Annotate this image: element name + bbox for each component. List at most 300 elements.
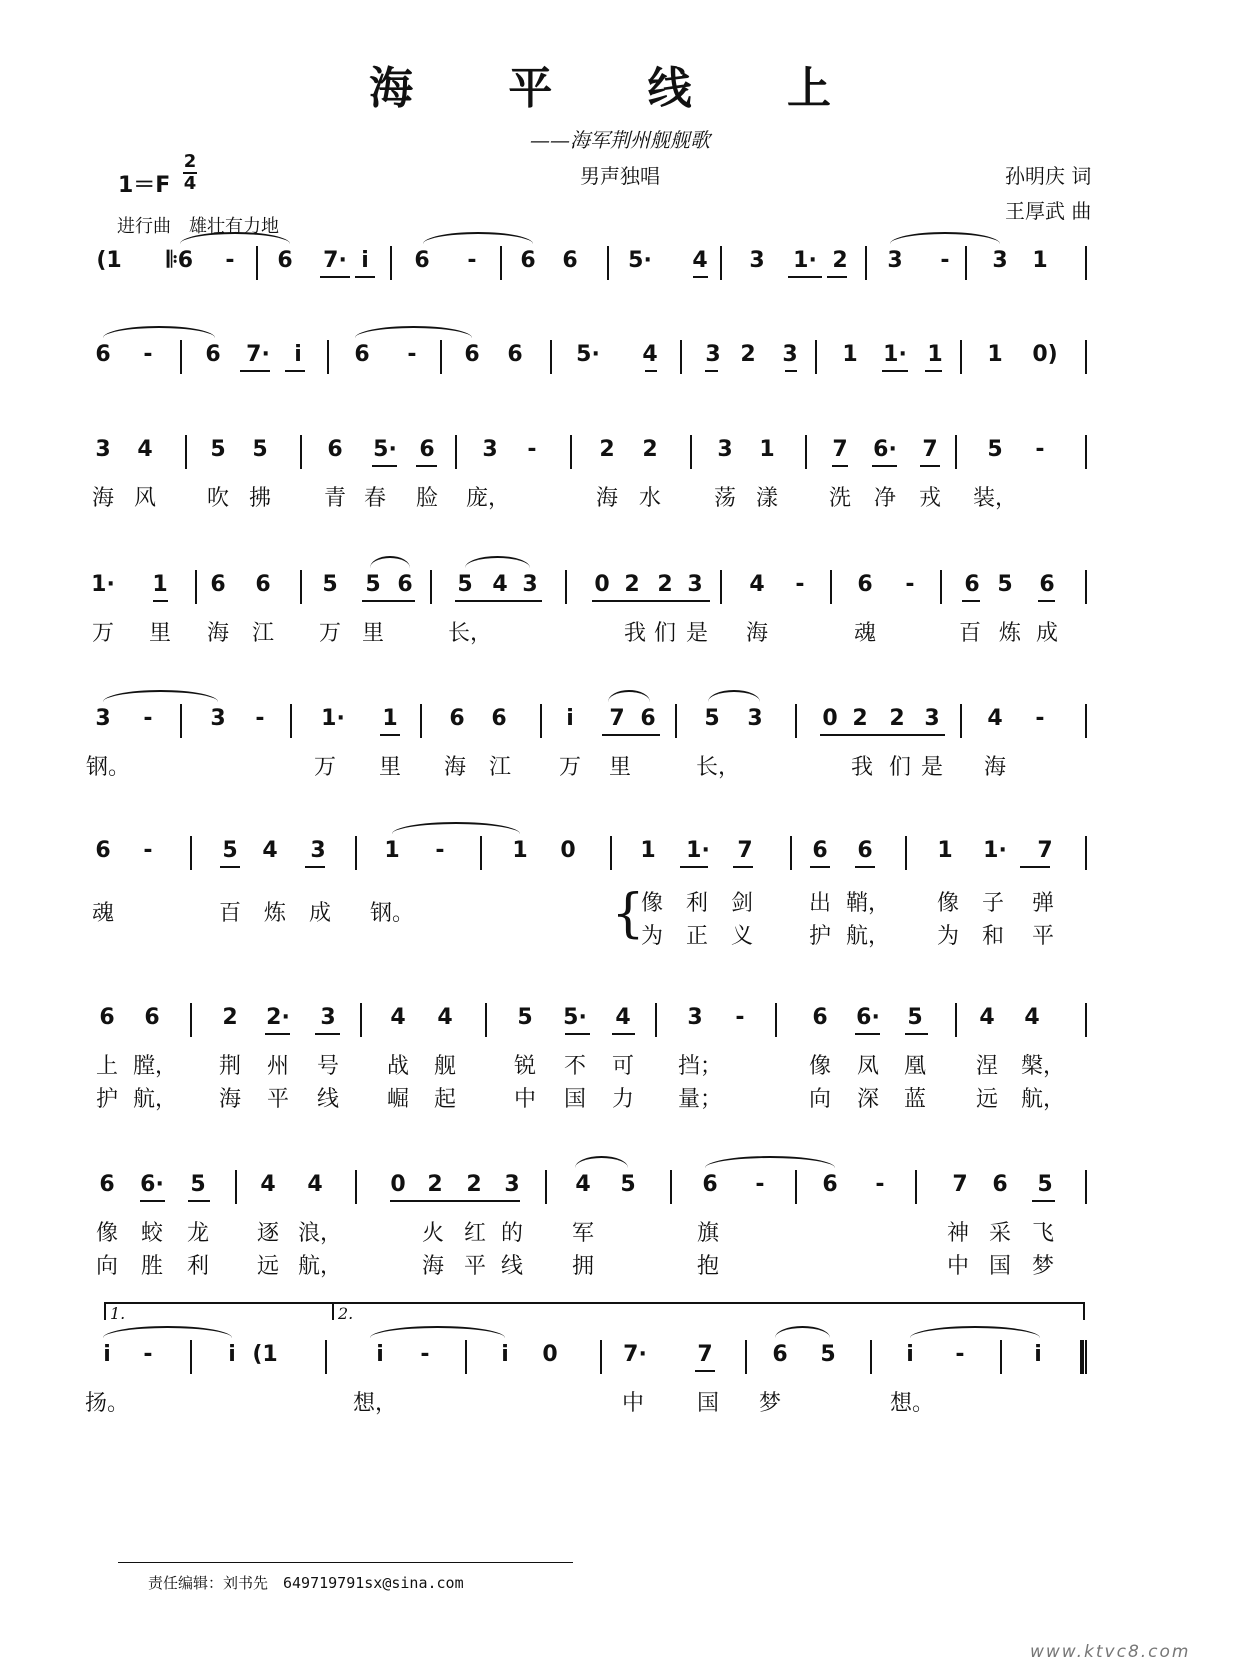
note: 3 <box>747 706 763 731</box>
note: 2 <box>852 706 868 731</box>
lyric-verse1: 逐 <box>256 1221 280 1246</box>
note: - <box>255 706 265 731</box>
note: 1 <box>759 437 775 462</box>
bar-line <box>565 570 567 604</box>
beam-underline <box>416 465 437 467</box>
beam-underline <box>832 465 848 467</box>
verse-brace: { <box>611 884 645 944</box>
lyric-verse1: 膛， <box>132 1054 178 1079</box>
lyric-verse2: 利 <box>186 1254 210 1279</box>
note: 4 <box>137 437 153 462</box>
note: - <box>435 838 445 863</box>
lyric-verse2: 线 <box>316 1087 340 1112</box>
tie-slur <box>103 690 218 702</box>
lyric-verse1: 州 <box>266 1054 290 1079</box>
editor-credit: 责任编辑：刘书先 649719791sx@sina.com <box>148 1574 464 1592</box>
beam-underline <box>705 370 718 372</box>
lyric-verse1: 舰 <box>433 1054 457 1079</box>
lyric-verse2: 胜 <box>140 1254 164 1279</box>
bar-line <box>500 246 502 280</box>
note: 4 <box>575 1172 591 1197</box>
note: 5 <box>987 437 1003 462</box>
lyric-verse1: 像 <box>808 1054 832 1079</box>
note: 1 <box>842 342 858 367</box>
bar-line <box>290 704 292 738</box>
beam-underline <box>372 465 397 467</box>
bar-line <box>655 1003 657 1037</box>
lyric-verse1: 弹 <box>1031 891 1055 916</box>
beam-underline <box>320 276 350 278</box>
beam-underline <box>920 465 940 467</box>
note: 5· <box>563 1005 587 1030</box>
volta-second: 2. <box>332 1302 1085 1320</box>
bar-line <box>300 435 302 469</box>
note: 5· <box>576 342 600 367</box>
note: 3 <box>687 1005 703 1030</box>
bar-line <box>300 570 302 604</box>
note: 7 <box>697 1342 713 1367</box>
note: 6 <box>507 342 523 367</box>
note: 3 <box>705 342 721 367</box>
note: 2 <box>832 248 848 273</box>
lyric-verse1: 红 <box>463 1221 487 1246</box>
note: 5 <box>907 1005 923 1030</box>
note: 4 <box>692 248 708 273</box>
bar-line <box>440 340 442 374</box>
note: 1· <box>883 342 907 367</box>
note: - <box>467 248 477 273</box>
lyric: 成 <box>308 901 332 926</box>
lyric-verse1: 凤 <box>856 1054 880 1079</box>
lyric-verse1: 神 <box>946 1221 970 1246</box>
lyric: 净 <box>873 486 897 511</box>
lyric-verse1: 像 <box>936 891 960 916</box>
tie-slur <box>705 1156 835 1168</box>
note: - <box>143 342 153 367</box>
lyric: 里 <box>361 621 385 646</box>
lyric-verse1: 上 <box>95 1054 119 1079</box>
lyric-verse1: 火 <box>421 1221 445 1246</box>
bar-line <box>190 1340 192 1374</box>
tempo-marking: 进行曲 雄壮有力地 <box>117 216 279 237</box>
note: 3 <box>504 1172 520 1197</box>
note: 7 <box>832 437 848 462</box>
lyric: 荡 <box>713 486 737 511</box>
note: 4 <box>642 342 658 367</box>
tie-slur <box>465 556 530 568</box>
note: - <box>905 572 915 597</box>
lyric: 是 <box>920 755 944 780</box>
bar-line <box>430 570 432 604</box>
song-title: 海 平 线 上 <box>369 63 871 114</box>
lyric: 长， <box>447 621 493 646</box>
lyric: 漾 <box>755 486 779 511</box>
lyric-verse1: 战 <box>386 1054 410 1079</box>
lyric: 百 <box>218 901 242 926</box>
note: 7 <box>737 838 753 863</box>
bar-line <box>745 1340 747 1374</box>
lyric-verse2: 国 <box>563 1087 587 1112</box>
lyric-verse2: 向 <box>95 1254 119 1279</box>
note: 2· <box>266 1005 290 1030</box>
bar-line <box>480 836 482 870</box>
lyric: 梦 <box>758 1391 782 1416</box>
tie-slur <box>370 556 410 568</box>
bar-line <box>1085 704 1087 738</box>
note: i <box>294 342 302 367</box>
lyric: 海 <box>745 621 769 646</box>
bar-line <box>550 340 552 374</box>
bar-line <box>610 836 612 870</box>
bar-line <box>355 836 357 870</box>
footer-divider <box>118 1562 573 1563</box>
note: i <box>103 1342 111 1367</box>
lyric: 我 <box>623 621 647 646</box>
lyric-verse2: 海 <box>218 1087 242 1112</box>
bar-line <box>795 1170 797 1204</box>
note: 4 <box>615 1005 631 1030</box>
note: 1 <box>384 838 400 863</box>
bar-line <box>870 1340 872 1374</box>
note: 6 <box>95 342 111 367</box>
note: 3 <box>95 706 111 731</box>
bar-line <box>915 1170 917 1204</box>
note: 7· <box>246 342 270 367</box>
bar-line <box>180 340 182 374</box>
note: 4 <box>260 1172 276 1197</box>
note: - <box>875 1172 885 1197</box>
beam-underline <box>820 734 945 736</box>
beam-underline <box>188 1200 210 1202</box>
note: 7· <box>323 248 347 273</box>
lyric-verse2: 中 <box>946 1254 970 1279</box>
lyric-verse1: 像 <box>95 1221 119 1246</box>
note: - <box>225 248 235 273</box>
lyric: 长， <box>695 755 741 780</box>
bar-line <box>190 836 192 870</box>
bar-line <box>830 570 832 604</box>
lyric-verse1: 龙 <box>186 1221 210 1246</box>
lyric: 里 <box>608 755 632 780</box>
lyric-verse2: 远 <box>256 1254 280 1279</box>
note: 1 <box>937 838 953 863</box>
bar-line <box>680 340 682 374</box>
lyric-verse2: 航， <box>1020 1087 1066 1112</box>
lyric-verse2: 远 <box>975 1087 999 1112</box>
lyric: 庞， <box>465 486 511 511</box>
note: 5 <box>997 572 1013 597</box>
bar-line <box>235 1170 237 1204</box>
lyric: 里 <box>148 621 172 646</box>
lyric-verse1: 剑 <box>730 891 754 916</box>
lyric: 海 <box>91 486 115 511</box>
beam-underline <box>565 1033 590 1035</box>
watermark: www.ktvc8.com <box>1030 1642 1191 1662</box>
note: 6· <box>856 1005 880 1030</box>
bar-line <box>720 246 722 280</box>
bar-line <box>775 1003 777 1037</box>
tie-slur <box>890 232 1000 244</box>
note: 1 <box>927 342 943 367</box>
lyric-verse1: 像 <box>640 891 664 916</box>
lyric-verse2: 蓝 <box>903 1087 927 1112</box>
note: 1· <box>983 838 1007 863</box>
note: 1· <box>793 248 817 273</box>
beam-underline <box>827 276 847 278</box>
composer: 王厚武 曲 <box>1005 199 1092 223</box>
bar-line <box>325 1340 327 1374</box>
bar-line <box>327 340 329 374</box>
note: 6 <box>822 1172 838 1197</box>
note: 3 <box>924 706 940 731</box>
time-top: 2 <box>183 151 197 172</box>
lyric-verse2: 向 <box>808 1087 832 1112</box>
lyric-verse2: 护 <box>95 1087 119 1112</box>
lyric-verse2: 航， <box>845 924 891 949</box>
tie-slur <box>775 1326 830 1338</box>
note: 5 <box>322 572 338 597</box>
lyric: 海 <box>443 755 467 780</box>
note: 4 <box>437 1005 453 1030</box>
lyric: 万 <box>313 755 337 780</box>
note: 2 <box>466 1172 482 1197</box>
tie-slur <box>608 690 650 702</box>
note: 0 <box>594 572 610 597</box>
note: 7 <box>1037 838 1053 863</box>
note: 4 <box>979 1005 995 1030</box>
note: 5 <box>210 437 226 462</box>
lyric-verse1: 可 <box>611 1054 635 1079</box>
lyric-verse1: 飞 <box>1031 1221 1055 1246</box>
lyric: 想。 <box>889 1391 935 1416</box>
beam-underline <box>785 370 797 372</box>
lyric-verse2: 正 <box>685 924 709 949</box>
key-signature: 1＝F <box>118 173 171 198</box>
time-bottom: 4 <box>183 173 197 194</box>
lyric: 百 <box>958 621 982 646</box>
beam-underline <box>925 370 942 372</box>
bar-line <box>185 435 187 469</box>
tie-slur <box>355 326 472 338</box>
lyric: 海 <box>595 486 619 511</box>
note: 5 <box>820 1342 836 1367</box>
note: 1 <box>987 342 1003 367</box>
lyric: 魂 <box>853 621 877 646</box>
lyric: 春 <box>363 486 387 511</box>
time-signature <box>183 152 197 194</box>
lyric-verse1: 浪， <box>297 1221 343 1246</box>
note: 7· <box>623 1342 647 1367</box>
lyric-verse1: 挡； <box>677 1054 723 1079</box>
note: i <box>566 706 574 731</box>
beam-underline <box>733 866 753 868</box>
tie-slur <box>708 690 760 702</box>
note: 6 <box>255 572 271 597</box>
note: 5 <box>457 572 473 597</box>
tie-slur <box>370 1326 505 1338</box>
lyric: 万 <box>558 755 582 780</box>
note: 3 <box>310 838 326 863</box>
subtitle: ——海军荆州舰舰歌 <box>530 128 710 152</box>
note: i <box>376 1342 384 1367</box>
beam-underline <box>810 866 830 868</box>
note: 6 <box>205 342 221 367</box>
bar-line <box>720 570 722 604</box>
beam-underline <box>855 866 875 868</box>
beam-underline <box>602 734 660 736</box>
beam-underline <box>788 276 822 278</box>
note: 4 <box>262 838 278 863</box>
note: 3 <box>320 1005 336 1030</box>
note: 6 <box>812 838 828 863</box>
note: 2 <box>427 1172 443 1197</box>
bar-line <box>570 435 572 469</box>
lyric-verse1: 凰 <box>903 1054 927 1079</box>
lyric-verse1: 出 <box>808 891 832 916</box>
note: 7 <box>952 1172 968 1197</box>
final-bar <box>1080 1340 1084 1374</box>
note: 6 <box>857 838 873 863</box>
note: 6 <box>397 572 413 597</box>
note: 3 <box>992 248 1008 273</box>
bar-line <box>955 435 957 469</box>
lyric: 青 <box>323 486 347 511</box>
lyric-verse2: 中 <box>513 1087 537 1112</box>
bar-line <box>390 246 392 280</box>
beam-underline <box>872 465 897 467</box>
lyric: 海 <box>983 755 1007 780</box>
lyric-verse1: 旗 <box>696 1221 720 1246</box>
lyric-verse2: 平 <box>266 1087 290 1112</box>
volta-first: 1. <box>104 1302 332 1320</box>
beam-underline <box>855 1033 880 1035</box>
bar-line <box>865 246 867 280</box>
lyric: 拂 <box>248 486 272 511</box>
note: 4 <box>987 706 1003 731</box>
note: 1 <box>640 838 656 863</box>
note: 5 <box>222 838 238 863</box>
note: - <box>143 706 153 731</box>
bar-line <box>195 570 197 604</box>
note: 2 <box>599 437 615 462</box>
bar-line <box>1085 1340 1087 1374</box>
lyric-verse2: 深 <box>856 1087 880 1112</box>
bar-line <box>815 340 817 374</box>
lyric: 想， <box>352 1391 398 1416</box>
tie-slur <box>910 1326 1040 1338</box>
note: 2 <box>740 342 756 367</box>
note: 1 <box>382 706 398 731</box>
note: 6 <box>491 706 507 731</box>
lyric-verse2: 为 <box>936 924 960 949</box>
bar-line <box>960 704 962 738</box>
note: 6 <box>992 1172 1008 1197</box>
note: 6 <box>449 706 465 731</box>
note: 6 <box>640 706 656 731</box>
bar-line <box>1000 1340 1002 1374</box>
lyric-verse2: 平 <box>463 1254 487 1279</box>
lyric: 脸 <box>415 486 439 511</box>
note: 1· <box>91 572 115 597</box>
bar-line <box>965 246 967 280</box>
bar-line <box>607 246 609 280</box>
lyric-verse1: 军 <box>571 1221 595 1246</box>
lyric-verse2: 和 <box>981 924 1005 949</box>
beam-underline <box>1038 600 1055 602</box>
beam-underline <box>592 600 710 602</box>
lyric-verse2: 量； <box>677 1087 723 1112</box>
note: 1 <box>1032 248 1048 273</box>
lyric: 吹 <box>206 486 230 511</box>
note: 6 <box>354 342 370 367</box>
beam-underline <box>362 600 415 602</box>
note: 6 <box>99 1172 115 1197</box>
lyric-verse1: 子 <box>981 891 1005 916</box>
lyric: 万 <box>318 621 342 646</box>
note: 6 <box>277 248 293 273</box>
bar-line <box>1085 836 1087 870</box>
tie-slur <box>392 822 520 834</box>
beam-underline <box>905 1033 928 1035</box>
lyric: 戎 <box>918 486 942 511</box>
lyric-verse2: 海 <box>421 1254 445 1279</box>
bar-line <box>1085 340 1087 374</box>
note: 6 <box>95 838 111 863</box>
tie-slur <box>103 1326 232 1338</box>
lyric-verse2: 为 <box>640 924 664 949</box>
note: 3 <box>522 572 538 597</box>
note: 0) <box>1032 342 1058 367</box>
note: 4 <box>390 1005 406 1030</box>
lyric-verse1: 号 <box>316 1054 340 1079</box>
note: i <box>361 248 369 273</box>
note: 4 <box>492 572 508 597</box>
lyric-verse1: 涅 <box>975 1054 999 1079</box>
note: 4 <box>307 1172 323 1197</box>
lyric-verse2: 拥 <box>571 1254 595 1279</box>
lyric-verse1: 鞘， <box>845 891 891 916</box>
note: 6 <box>964 572 980 597</box>
lyric: 里 <box>378 755 402 780</box>
note: 𝄆6 <box>167 248 193 273</box>
note: 3 <box>687 572 703 597</box>
beam-underline <box>962 600 980 602</box>
bar-line <box>905 836 907 870</box>
note: 6 <box>1039 572 1055 597</box>
bar-line <box>1085 1003 1087 1037</box>
lyric-verse2: 崛 <box>386 1087 410 1112</box>
lyric-verse2: 国 <box>988 1254 1012 1279</box>
bar-line <box>355 1170 357 1204</box>
lyric-verse2: 义 <box>730 924 754 949</box>
lyric-verse1: 利 <box>685 891 709 916</box>
note: 5 <box>1037 1172 1053 1197</box>
lyric-verse1: 蛟 <box>140 1221 164 1246</box>
beam-underline <box>315 1033 340 1035</box>
note: 6 <box>464 342 480 367</box>
lyric-verse2: 力 <box>611 1087 635 1112</box>
note: 1· <box>686 838 710 863</box>
beam-underline <box>355 276 375 278</box>
lyric-verse2: 航， <box>132 1087 178 1112</box>
beam-underline <box>153 600 168 602</box>
note: 6 <box>419 437 435 462</box>
note: 1· <box>321 706 345 731</box>
note: 6 <box>520 248 536 273</box>
bar-line <box>455 435 457 469</box>
note: 6· <box>873 437 897 462</box>
note: 0 <box>822 706 838 731</box>
